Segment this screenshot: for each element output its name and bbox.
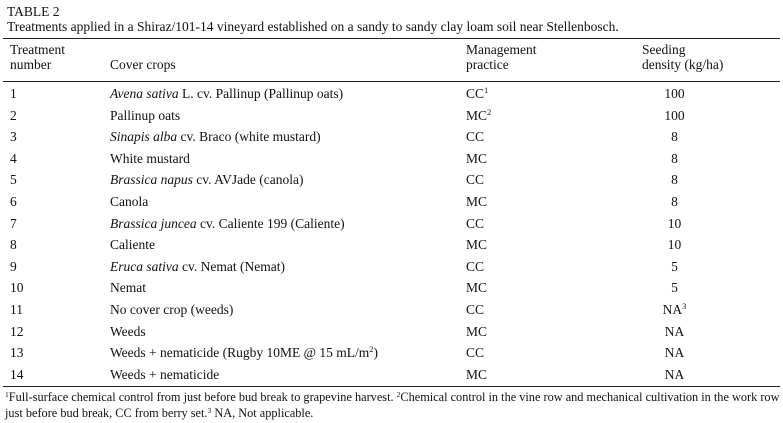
seeding-density-cell bbox=[642, 213, 707, 235]
treatment-number-cell: 14 bbox=[10, 366, 24, 382]
cover-crop-text: Weeds + nematicide (Rugby 10ME @ 15 mL/m bbox=[110, 345, 370, 361]
density-value: NA bbox=[664, 323, 685, 339]
density-value: 100 bbox=[664, 86, 685, 101]
density-value: 10 bbox=[667, 215, 682, 231]
cover-crop-cell bbox=[110, 148, 190, 170]
table-row bbox=[0, 83, 783, 105]
top-rule bbox=[3, 38, 780, 39]
density-value: 8 bbox=[671, 150, 678, 166]
density-value: 100 bbox=[664, 107, 685, 123]
table-row bbox=[0, 342, 783, 364]
header-seeding-density: Seeding density (kg/ha) bbox=[642, 42, 724, 72]
table-row bbox=[0, 105, 783, 127]
management-practice-cell bbox=[466, 213, 484, 235]
management-practice-cell bbox=[466, 321, 487, 343]
practice-value: CC bbox=[466, 86, 485, 101]
management-practice-cell bbox=[466, 126, 484, 148]
species-name: Sinapis alba bbox=[110, 129, 178, 145]
practice-value: CC bbox=[466, 345, 485, 361]
cover-crop-cell bbox=[110, 169, 303, 191]
treatment-number-cell: 8 bbox=[10, 237, 17, 253]
management-practice-cell bbox=[466, 277, 487, 299]
table-row bbox=[0, 148, 783, 170]
bottom-rule bbox=[3, 386, 780, 387]
seeding-density-cell bbox=[642, 126, 707, 148]
seeding-density-cell bbox=[642, 83, 707, 105]
table-caption-text: Treatments applied in a Shiraz/101-14 vineyard established on a sandy to sandy clay loam soil near Stellenbosch. bbox=[7, 19, 619, 34]
practice-value: CC bbox=[466, 302, 485, 317]
cover-crop-text: Pallinup oats bbox=[110, 107, 181, 123]
seeding-density-cell bbox=[642, 148, 707, 170]
density-value: NA bbox=[664, 366, 685, 382]
cover-crop-cell bbox=[110, 364, 219, 386]
practice-value: MC bbox=[466, 323, 488, 339]
treatment-number-cell: 4 bbox=[10, 150, 17, 166]
cover-crop-cell bbox=[110, 105, 180, 127]
header-treatment-number: Treatment number bbox=[10, 42, 65, 72]
species-name: Eruca sativa bbox=[110, 258, 179, 274]
practice-value: CC bbox=[466, 129, 485, 145]
table-row bbox=[0, 169, 783, 191]
density-value: 8 bbox=[671, 194, 678, 209]
cover-crop-text: cv. Caliente 199 (Caliente) bbox=[196, 215, 345, 231]
cover-crop-text: Nemat bbox=[110, 280, 146, 296]
cover-crop-tail: ) bbox=[373, 345, 379, 361]
density-value: 5 bbox=[671, 280, 678, 296]
cover-crop-text: Weeds + nematicide bbox=[110, 366, 220, 382]
management-practice-cell bbox=[466, 342, 484, 364]
footnote-2: $^2$Chemical control in the vine row and mechanical cultivation in the work row just before bud break, CC from berry set. bbox=[5, 390, 780, 420]
practice-value: CC bbox=[466, 215, 485, 231]
header-rule bbox=[3, 81, 780, 82]
cover-crop-cell bbox=[110, 83, 343, 105]
footnote-ref: 3 bbox=[682, 301, 687, 311]
seeding-density-cell bbox=[642, 256, 707, 278]
cover-crop-cell bbox=[110, 321, 146, 343]
cover-crop-cell bbox=[110, 299, 233, 321]
management-practice-cell bbox=[466, 105, 491, 127]
table-row bbox=[0, 191, 783, 213]
table-row bbox=[0, 277, 783, 299]
cover-crop-text: White mustard bbox=[110, 150, 190, 166]
seeding-density-cell bbox=[642, 277, 707, 299]
treatment-number-cell: 11 bbox=[10, 302, 23, 317]
density-value: 5 bbox=[671, 258, 678, 274]
unit-superscript: 2 bbox=[369, 344, 374, 355]
practice-value: MC bbox=[466, 237, 488, 253]
treatment-number-cell: 10 bbox=[10, 280, 24, 296]
management-practice-cell bbox=[466, 256, 484, 278]
practice-value: MC bbox=[466, 150, 488, 166]
management-practice-cell bbox=[466, 234, 487, 256]
treatment-number-cell: 12 bbox=[10, 323, 24, 339]
management-practice-cell bbox=[466, 299, 484, 321]
treatment-number-cell: 2 bbox=[10, 107, 17, 123]
density-value: 8 bbox=[671, 172, 678, 188]
table-footnotes bbox=[5, 389, 781, 421]
header-management-practice: Management practice bbox=[466, 42, 537, 72]
table-label: TABLE 2 bbox=[7, 4, 60, 19]
cover-crop-cell bbox=[110, 213, 345, 235]
practice-value: MC bbox=[466, 366, 488, 382]
cover-crop-text: cv. AVJade (canola) bbox=[192, 172, 304, 188]
treatment-number-cell: 9 bbox=[10, 258, 17, 274]
treatment-number-cell: 13 bbox=[10, 345, 24, 361]
species-name: Avena sativa bbox=[110, 86, 179, 101]
footnote-ref: 1 bbox=[484, 85, 489, 95]
footnote-3: $^3$ NA, Not applicable. bbox=[207, 406, 314, 420]
management-practice-cell bbox=[466, 364, 487, 386]
seeding-density-cell bbox=[642, 105, 707, 127]
treatment-number-cell: 3 bbox=[10, 129, 17, 145]
table-row bbox=[0, 321, 783, 343]
cover-crop-cell bbox=[110, 234, 155, 256]
density-value: NA bbox=[664, 345, 685, 361]
cover-crop-text: L. cv. Pallinup (Pallinup oats) bbox=[178, 86, 344, 101]
species-name: Brassica napus bbox=[110, 172, 193, 188]
treatment-number-cell: 1 bbox=[10, 86, 17, 101]
table-row bbox=[0, 234, 783, 256]
cover-crop-text: No cover crop (weeds) bbox=[110, 302, 234, 317]
footnote-ref: 2 bbox=[487, 106, 492, 117]
density-value: 8 bbox=[671, 129, 678, 145]
management-practice-cell bbox=[466, 83, 488, 105]
table-row bbox=[0, 213, 783, 235]
cover-crop-text: Weeds bbox=[110, 323, 146, 339]
table-row bbox=[0, 126, 783, 148]
seeding-density-cell bbox=[642, 299, 707, 321]
management-practice-cell bbox=[466, 191, 487, 213]
species-name: Brassica juncea bbox=[110, 215, 197, 231]
seeding-density-cell bbox=[642, 169, 707, 191]
footnote-1: $^1$Full-surface chemical control from just before bud break to grapevine harvest. bbox=[5, 390, 397, 404]
table-row bbox=[0, 299, 783, 321]
cover-crop-cell bbox=[110, 277, 146, 299]
practice-value: MC bbox=[466, 280, 488, 296]
cover-crop-cell bbox=[110, 126, 321, 148]
treatment-number-cell: 6 bbox=[10, 194, 17, 209]
treatment-number-cell: 5 bbox=[10, 172, 17, 188]
management-practice-cell bbox=[466, 148, 487, 170]
cover-crop-cell bbox=[110, 191, 148, 213]
seeding-density-cell bbox=[642, 321, 707, 343]
cover-crop-text: cv. Braco (white mustard) bbox=[177, 129, 321, 145]
practice-value: MC bbox=[466, 194, 488, 209]
table-caption bbox=[7, 4, 619, 34]
cover-crop-cell bbox=[110, 342, 378, 364]
cover-crop-text: Canola bbox=[110, 194, 149, 209]
seeding-density-cell bbox=[642, 364, 707, 386]
practice-value: MC bbox=[466, 107, 488, 123]
header-cover-crops: Cover crops bbox=[110, 57, 176, 72]
cover-crop-text: Caliente bbox=[110, 237, 155, 253]
treatment-number-cell: 7 bbox=[10, 215, 17, 231]
density-value: NA bbox=[662, 302, 683, 317]
table-row bbox=[0, 364, 783, 386]
table-row bbox=[0, 256, 783, 278]
density-value: 10 bbox=[667, 237, 682, 253]
seeding-density-cell bbox=[642, 234, 707, 256]
practice-value: CC bbox=[466, 258, 485, 274]
cover-crop-text: cv. Nemat (Nemat) bbox=[178, 258, 285, 274]
practice-value: CC bbox=[466, 172, 485, 188]
cover-crop-cell bbox=[110, 256, 285, 278]
management-practice-cell bbox=[466, 169, 484, 191]
seeding-density-cell bbox=[642, 342, 707, 364]
seeding-density-cell bbox=[642, 191, 707, 213]
